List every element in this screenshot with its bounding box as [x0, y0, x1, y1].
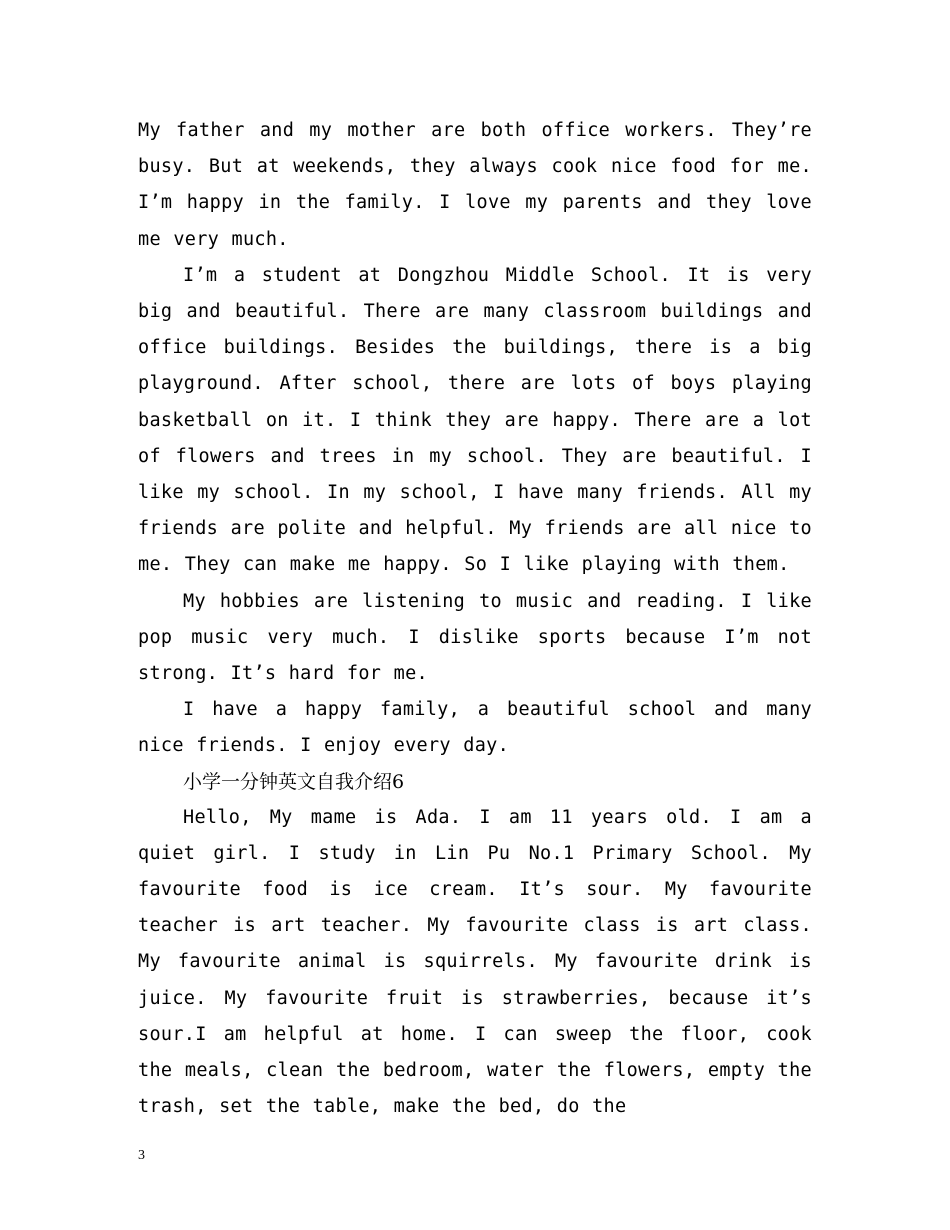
page-number: 3	[138, 1148, 145, 1163]
page-body	[138, 113, 812, 1125]
paragraph-conclusion: I have a happy family, a beautiful school and many nice friends. I enjoy every day.	[138, 699, 812, 757]
paragraph-family: My father and my mother are both office workers. They’re busy. But at weekends, they always cook nice food for me. I’m happy in the family. I love my parents and they love me very much.	[138, 120, 812, 250]
section-heading: 小学一分钟英文自我介绍6	[183, 770, 405, 793]
paragraph-school: I’m a student at Dongzhou Middle School. It is very big and beautiful. There are many classroom buildings and office buildings. Besides the buildings, there is a big playground. After school, there are lots of boys playing basketball on it. I think they are happy. There are a lot of flowers and trees in my school. They are beautiful. I like my school. In my school, I have many friends. All my friends are polite and helpful. My friends are all nice to me. They can make me happy. So I like playing with them.	[138, 264, 812, 576]
paragraph-introduction: Hello, My mame is Ada. I am 11 years old. I am a quiet girl. I study in Lin Pu No.1 Primary School. My favourite food is ice cream. It’s sour. My favourite teacher is art teacher. My favourite class is art class. My favourite animal is squirrels. My favourite drink is juice. My favourite fruit is strawberries, because it’s sour.I am helpful at home. I can sweep the floor, cook the meals, clean the bedroom, water the flowers, empty the trash, set the table, make the bed, do the	[138, 806, 812, 1118]
paragraph-hobbies: My hobbies are listening to music and reading. I like pop music very much. I dislike sports because I’m not strong. It’s hard for me.	[138, 590, 812, 685]
